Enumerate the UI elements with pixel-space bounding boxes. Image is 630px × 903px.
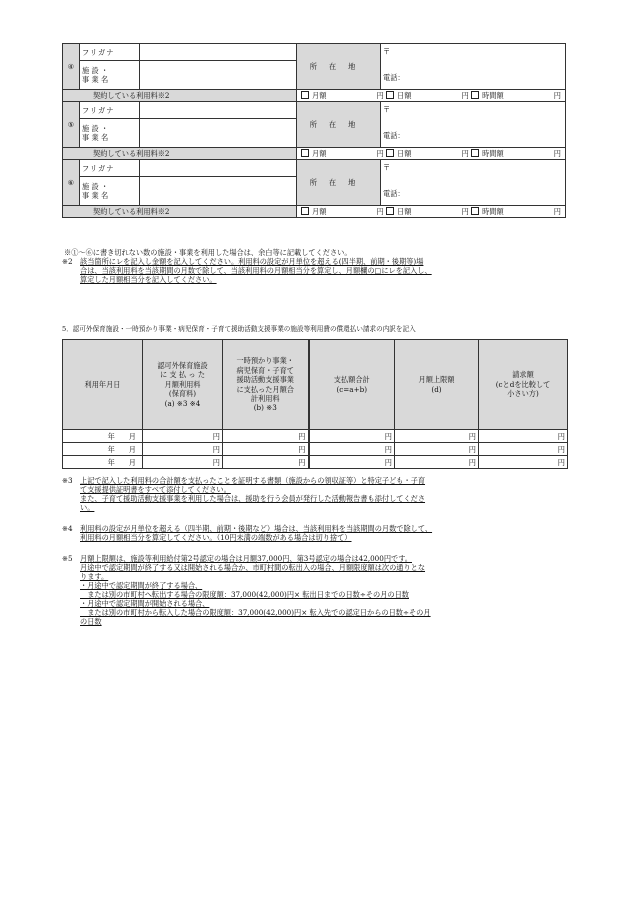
checkbox-monthly[interactable] <box>301 207 309 215</box>
table-row <box>63 430 568 443</box>
table-row <box>63 456 568 469</box>
yen-unit: 円 <box>298 431 306 441</box>
facility-furigana-row <box>63 44 566 61</box>
header-line: (d) <box>431 384 442 394</box>
header-line: 認可外保育施設 <box>157 361 208 371</box>
facility-name-label <box>80 177 140 206</box>
amount-cell[interactable] <box>223 430 309 443</box>
furigana-label: フリガナ <box>80 160 140 177</box>
checkbox-hourly[interactable] <box>471 207 479 215</box>
yen-unit: 円 <box>557 444 565 454</box>
note-4 <box>62 524 567 542</box>
address-field[interactable] <box>381 102 566 148</box>
yen-unit: 円 <box>212 457 220 467</box>
checkbox-monthly[interactable] <box>301 91 309 99</box>
note2-line: 合は、当該利用料を当該期間の月数で除して、当該利用料の月額相当分を算定し、月額欄の□にレを記入し、 <box>80 266 432 275</box>
note4-line: 利用料の月額相当分を算定してください。（10円未満の端数がある場合は切り捨て） <box>80 533 352 542</box>
header-line: (cとdを比較して <box>495 379 551 389</box>
note5-line: または別の市町村へ転出する場合の限度額：37,000(42,000)円× 転出日までの日数÷その月の日数 <box>80 590 409 599</box>
contract-label: 契約している利用料※2 <box>63 90 297 102</box>
yen-unit: 円 <box>298 444 306 454</box>
note2-line: 該当箇所にレを記入し金額を記入してください。利用料の設定が月単位を超える(四半期、前期・後期等)場 <box>80 257 424 266</box>
note-5-mark: ※5 <box>62 554 73 563</box>
daily-label: 日額 <box>397 149 412 158</box>
facility-name-label-line2: 事 業 名 <box>82 133 109 142</box>
contract-label: 契約している利用料※2 <box>63 206 297 218</box>
yen-unit: 円 <box>461 149 469 158</box>
header-line: 月額利用料 <box>164 379 201 389</box>
facility-name-field[interactable] <box>140 119 297 148</box>
contract-options <box>297 90 566 102</box>
phone-label: 電話： <box>383 131 405 140</box>
contract-row <box>63 90 566 102</box>
month-unit: 月 <box>128 457 136 467</box>
monthly-label: 月額 <box>312 149 327 158</box>
note-2-mark: ※2 <box>62 257 73 266</box>
header-line: 一時預かり事業・ <box>236 356 294 366</box>
yen-unit: 円 <box>298 457 306 467</box>
monthly-label: 月額 <box>312 91 327 100</box>
yen-unit: 円 <box>376 149 384 158</box>
yen-unit: 円 <box>212 444 220 454</box>
facility-name-field[interactable] <box>140 61 297 90</box>
postal-mark: 〒 <box>383 163 391 172</box>
note-overflow: ※①～⑥に書き切れない数の施設・事業を利用した場合は、余白等に記載してください。 <box>64 248 352 257</box>
facility-number: ⑥ <box>63 160 80 206</box>
furigana-field[interactable] <box>140 44 297 61</box>
monthly-label: 月額 <box>312 207 327 216</box>
option-monthly[interactable] <box>301 207 326 216</box>
yen-unit: 円 <box>468 457 476 467</box>
address-field[interactable] <box>381 44 566 90</box>
header-line: 計利用料 <box>250 393 280 403</box>
month-unit: 月 <box>128 444 136 454</box>
header-line: (保育料) <box>168 389 197 399</box>
furigana-field[interactable] <box>140 160 297 177</box>
table-header <box>395 340 479 430</box>
note3-line: 上記で記入した利用料の合計額を支払ったことを証明する書類（施設からの領収証等）と特定子ども・子育 <box>80 476 426 485</box>
checkbox-hourly[interactable] <box>471 149 479 157</box>
yen-unit: 円 <box>376 207 384 216</box>
yen-unit: 円 <box>553 207 561 216</box>
amount-cell[interactable] <box>395 456 479 469</box>
contract-options <box>297 206 566 218</box>
phone-label: 電話： <box>383 73 405 82</box>
note5-line: ります。 <box>80 572 109 581</box>
amount-cell[interactable] <box>479 456 568 469</box>
header-line: に支払った月額合 <box>236 384 294 394</box>
yen-unit: 円 <box>384 431 392 441</box>
month-unit: 月 <box>128 431 136 441</box>
facility-name-label-line2: 事 業 名 <box>82 191 109 200</box>
note3-line: い。 <box>80 503 95 512</box>
amount-cell[interactable] <box>223 456 309 469</box>
amount-cell[interactable] <box>395 443 479 456</box>
hourly-label: 時間額 <box>482 91 504 100</box>
year-unit: 年 <box>107 457 115 467</box>
header-line: 支払額合計 <box>333 375 370 385</box>
furigana-field[interactable] <box>140 102 297 119</box>
checkbox-hourly[interactable] <box>471 91 479 99</box>
facility-number: ⑤ <box>63 102 80 148</box>
facility-name-label-line1: 施 設 ・ <box>82 66 109 75</box>
note4-line: 利用料の設定が月単位を超える（四半期、前期・後期など）場合は、当該利用料を当該期間の月数で除して、 <box>80 524 433 533</box>
note-3-mark: ※3 <box>62 476 73 485</box>
address-label: 所在地 <box>297 44 381 90</box>
amount-cell[interactable] <box>479 443 568 456</box>
option-monthly[interactable] <box>301 91 326 100</box>
yen-unit: 円 <box>553 149 561 158</box>
amount-cell[interactable] <box>395 430 479 443</box>
yen-unit: 円 <box>384 444 392 454</box>
table-header <box>309 340 395 430</box>
note3-line: て支援提供証明書をすべて添付してください。 <box>80 485 231 494</box>
amount-cell[interactable] <box>309 430 395 443</box>
address-field[interactable] <box>381 160 566 206</box>
yen-unit: 円 <box>468 444 476 454</box>
note-5 <box>62 554 567 626</box>
note5-line: ・月途中で認定期間が開始される場合、 <box>80 599 210 608</box>
amount-cell[interactable] <box>143 443 223 456</box>
table-header <box>479 340 568 430</box>
table-header <box>143 340 223 430</box>
contract-label: 契約している利用料※2 <box>63 148 297 160</box>
checkbox-daily[interactable] <box>386 149 394 157</box>
hourly-label: 時間額 <box>482 149 504 158</box>
table-header <box>63 340 143 430</box>
header-line: (c=a+b) <box>336 384 368 394</box>
year-unit: 年 <box>107 431 115 441</box>
contract-row <box>63 206 566 218</box>
amount-cell[interactable] <box>143 430 223 443</box>
phone-label: 電話： <box>383 189 405 198</box>
note5-line: の日数 <box>80 617 102 626</box>
header-line: 援助活動支援事業 <box>236 375 294 385</box>
header-line: (b) ※3 <box>253 403 277 413</box>
facility-name-label <box>80 61 140 90</box>
header-line: に 支 払 っ た <box>159 370 206 380</box>
furigana-label: フリガナ <box>80 102 140 119</box>
hourly-label: 時間額 <box>482 207 504 216</box>
facility-furigana-row <box>63 102 566 119</box>
checkbox-daily[interactable] <box>386 91 394 99</box>
facility-table <box>62 43 566 218</box>
header-line: 病児保育・子育て <box>236 365 294 375</box>
notes-top <box>62 248 567 284</box>
yen-unit: 円 <box>384 457 392 467</box>
note5-line: 月額上限額は、施設等利用給付第2号認定の場合は月額37,000円、第3号認定の場合は42,000円です。 <box>80 554 412 563</box>
header-line: 請求額 <box>512 370 534 380</box>
note5-line: または別の市町村から転入した場合の限度額：37,000(42,000)円× 転入先での認定日からの日数÷その月 <box>80 608 431 617</box>
facility-name-label-line1: 施 設 ・ <box>82 182 109 191</box>
note-4-mark: ※4 <box>62 524 73 533</box>
year-unit: 年 <box>107 444 115 454</box>
header-line: 利用年月日 <box>84 379 121 389</box>
section-5-title: 5．認可外保育施設・一時預かり事業・病児保育・子育て援助活動支援事業の施設等利用費の償還払い請求の内訳を記入 <box>62 325 416 333</box>
amount-cell[interactable] <box>309 456 395 469</box>
amount-cell[interactable] <box>309 443 395 456</box>
notes-bottom <box>62 476 567 626</box>
date-cell[interactable] <box>63 430 143 443</box>
amount-cell[interactable] <box>143 456 223 469</box>
contract-row <box>63 148 566 160</box>
table-row <box>63 443 568 456</box>
facility-name-label-line2: 事 業 名 <box>82 75 109 84</box>
yen-unit: 円 <box>553 91 561 100</box>
header-line: 小さい方) <box>507 389 539 399</box>
option-monthly[interactable] <box>301 149 326 158</box>
facility-name-label <box>80 119 140 148</box>
yen-unit: 円 <box>461 91 469 100</box>
yen-unit: 円 <box>461 207 469 216</box>
facility-name-label-line1: 施 設 ・ <box>82 124 109 133</box>
facility-name-field[interactable] <box>140 177 297 206</box>
reimbursement-table <box>62 339 568 469</box>
postal-mark: 〒 <box>383 47 391 56</box>
postal-mark: 〒 <box>383 105 391 114</box>
header-line: (a) ※3 ※4 <box>164 398 201 408</box>
note5-line: 月途中で認定期間が終了する又は開始される場合か、市町村間の転出入の場合、月額限度額は次の通りとな <box>80 563 426 572</box>
address-label: 所在地 <box>297 102 381 148</box>
contract-options <box>297 148 566 160</box>
note-3 <box>62 476 567 512</box>
date-cell[interactable] <box>63 456 143 469</box>
checkbox-monthly[interactable] <box>301 149 309 157</box>
facility-furigana-row <box>63 160 566 177</box>
note2-line: 算定した月額相当分を記入してください。 <box>80 275 217 284</box>
facility-number: ④ <box>63 44 80 90</box>
yen-unit: 円 <box>212 431 220 441</box>
table-header <box>223 340 309 430</box>
note3-line: また、子育て援助活動支援事業を利用した場合は、援助を行う会員が発行した活動報告書も添付してくださ <box>80 494 426 503</box>
date-cell[interactable] <box>63 443 143 456</box>
furigana-label: フリガナ <box>80 44 140 61</box>
note5-line: ・月途中で認定期間が終了する場合、 <box>80 581 203 590</box>
yen-unit: 円 <box>468 431 476 441</box>
amount-cell[interactable] <box>223 443 309 456</box>
daily-label: 日額 <box>397 207 412 216</box>
header-line: 月額上限額 <box>418 375 455 385</box>
amount-cell[interactable] <box>479 430 568 443</box>
address-label: 所在地 <box>297 160 381 206</box>
daily-label: 日額 <box>397 91 412 100</box>
yen-unit: 円 <box>376 91 384 100</box>
note-2 <box>62 257 567 284</box>
yen-unit: 円 <box>557 457 565 467</box>
yen-unit: 円 <box>557 431 565 441</box>
checkbox-daily[interactable] <box>386 207 394 215</box>
